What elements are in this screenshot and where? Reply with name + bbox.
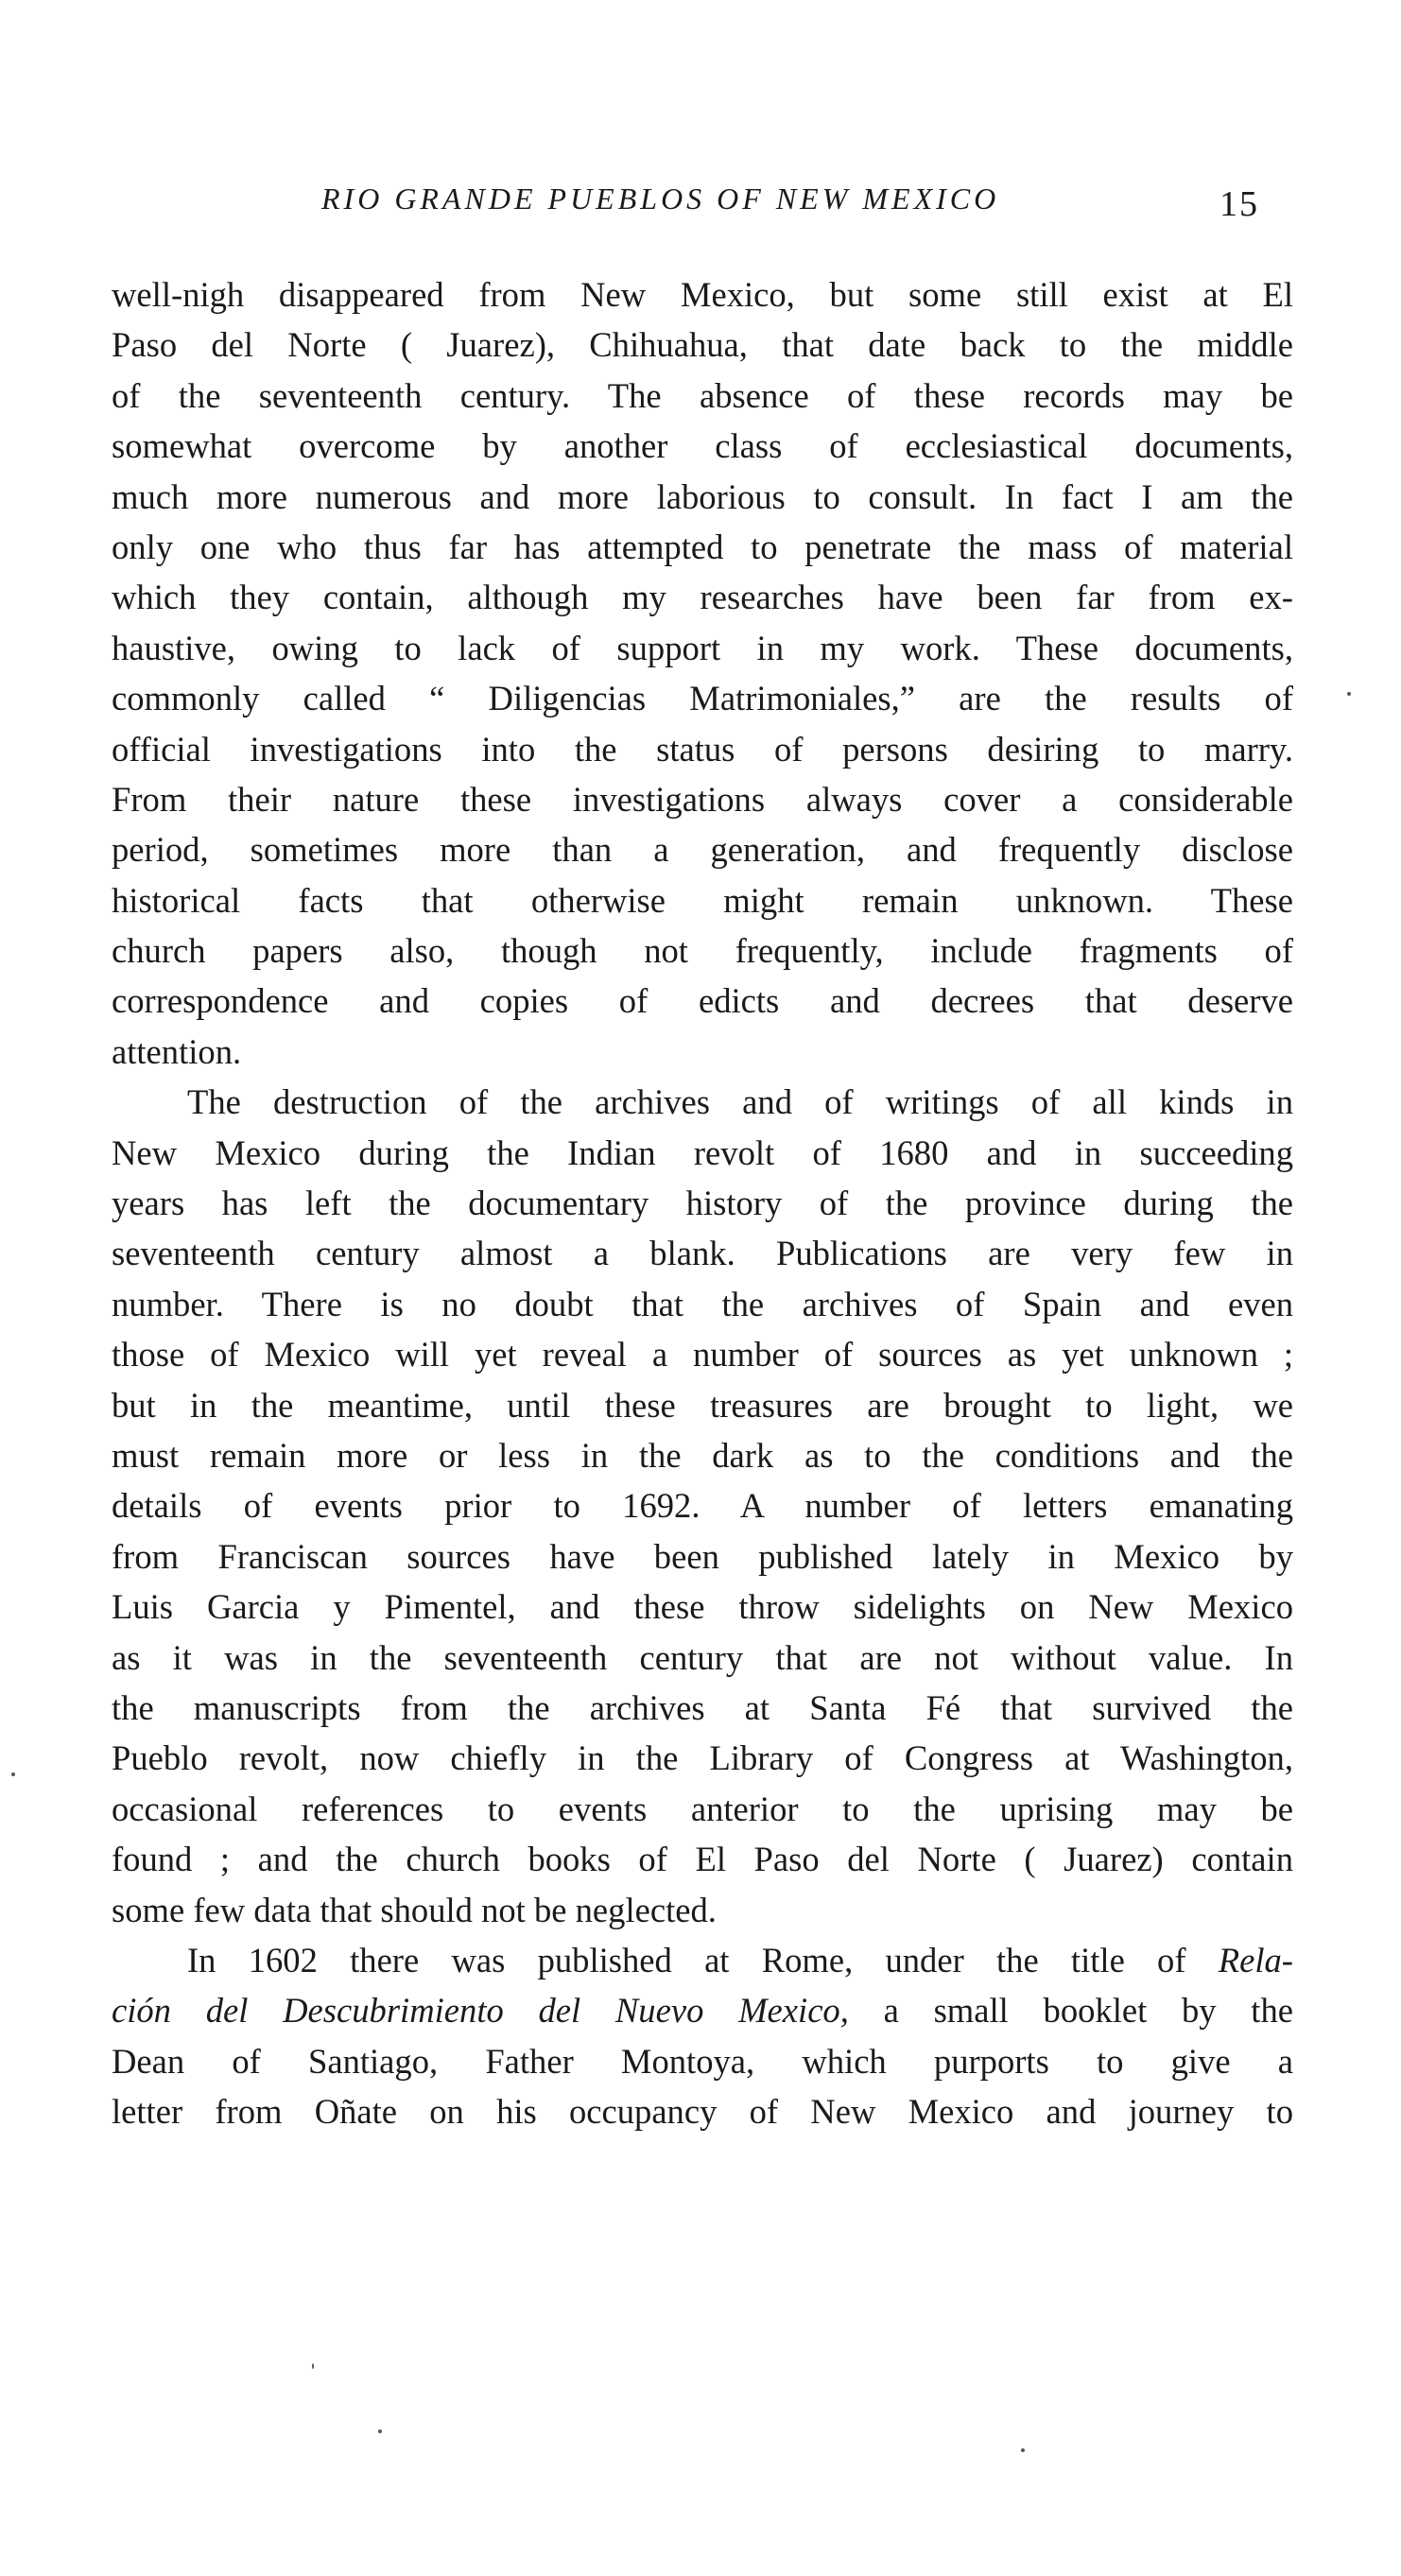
text-line: The destruction of the archives and of writings of all kinds in: [187, 1082, 1293, 1122]
text-line: Paso del Norte ( Juarez), Chihuahua, that date back to the middle: [112, 325, 1293, 365]
text-line: from Franciscan sources have been published lately in Mexico by: [112, 1536, 1293, 1576]
scan-speck: [1347, 692, 1351, 696]
text-line: From their nature these investigations always cover a considerable: [112, 779, 1293, 819]
text-line: New Mexico during the Indian revolt of 1680 and in succeeding: [112, 1132, 1293, 1172]
scan-speck: [378, 2429, 382, 2433]
text-line: haustive, owing to lack of support in my work. These documents,: [112, 628, 1293, 667]
text-line: [112, 1985, 1293, 2035]
text-line: Luis Garcia y Pimentel, and these throw sidelights on New Mexico: [112, 1587, 1293, 1627]
paragraph-1: [112, 269, 1293, 1077]
text-line: well-nigh disappeared from New Mexico, but some still exist at El: [112, 275, 1293, 314]
scan-speck: [11, 1772, 15, 1776]
paragraph-2: [112, 1077, 1293, 1935]
text-line: letter from Oñate on his occupancy of New Mexico and journey to: [112, 2092, 1293, 2132]
text-run: In 1602 there was published at Rome, under the title of: [187, 1940, 1186, 1980]
text-line: Pueblo revolt, now chiefly in the Library of Congress at Washington,: [112, 1738, 1293, 1778]
scan-speck: [1021, 2448, 1025, 2452]
text-line: much more numerous and more laborious to consult. In fact I am the: [112, 476, 1293, 516]
text-line: but in the meantime, until these treasures are brought to light, we: [112, 1385, 1293, 1425]
text-line: church papers also, though not frequently, include fragments of: [112, 931, 1293, 971]
text-line: which they contain, although my researches have been far from ex-: [112, 578, 1293, 617]
text-line: [112, 1935, 1293, 1985]
text-line: years has left the documentary history of the province during the: [112, 1184, 1293, 1223]
text-line: period, sometimes more than a generation, and frequently disclose: [112, 830, 1293, 870]
text-line: the manuscripts from the archives at Santa Fé that survived the: [112, 1687, 1293, 1727]
text-line: official investigations into the status of persons desiring to marry.: [112, 729, 1293, 769]
text-line: those of Mexico will yet reveal a number of sources as yet unknown ;: [112, 1335, 1293, 1374]
text-run: a small booklet by the: [883, 1991, 1293, 2031]
text-line: found ; and the church books of El Paso del Norte ( Juarez) contain: [112, 1840, 1293, 1879]
text-line: details of events prior to 1692. A number of letters emanating: [112, 1486, 1293, 1526]
page-number: 15: [1219, 184, 1259, 224]
text-line: Dean of Santiago, Father Montoya, which purports to give a: [112, 2041, 1293, 2081]
text-line: only one who thus far has attempted to penetrate the mass of material: [112, 527, 1293, 566]
italic-title-run: ción del Descubrimiento del Nuevo Mexico,: [112, 1991, 849, 2031]
italic-title-run: Rela-: [1218, 1940, 1293, 1980]
text-line: some few data that should not be neglected.: [112, 1890, 717, 1929]
text-line: of the seventeenth century. The absence of these records may be: [112, 375, 1293, 415]
text-line: somewhat overcome by another class of ecclesiastical documents,: [112, 426, 1293, 466]
text-line: correspondence and copies of edicts and decrees that deserve: [112, 981, 1293, 1021]
text-line: occasional references to events anterior to the uprising may be: [112, 1789, 1293, 1828]
text-line: historical facts that otherwise might remain unknown. These: [112, 880, 1293, 920]
text-line: commonly called “ Diligencias Matrimoniales,” are the results of: [112, 679, 1293, 718]
text-line: seventeenth century almost a blank. Publications are very few in: [112, 1234, 1293, 1273]
text-line: must remain more or less in the dark as to the conditions and the: [112, 1435, 1293, 1475]
running-head: [0, 182, 1401, 229]
running-title: RIO GRANDE PUEBLOS OF NEW MEXICO: [321, 182, 1000, 216]
body-text: [112, 269, 1293, 2136]
text-line: number. There is no doubt that the archives of Spain and even: [112, 1284, 1293, 1323]
text-line: as it was in the seventeenth century that are not without value. In: [112, 1637, 1293, 1677]
scan-speck: [312, 2363, 314, 2369]
paragraph-3: [112, 1935, 1293, 2137]
text-line: attention.: [112, 1031, 242, 1071]
